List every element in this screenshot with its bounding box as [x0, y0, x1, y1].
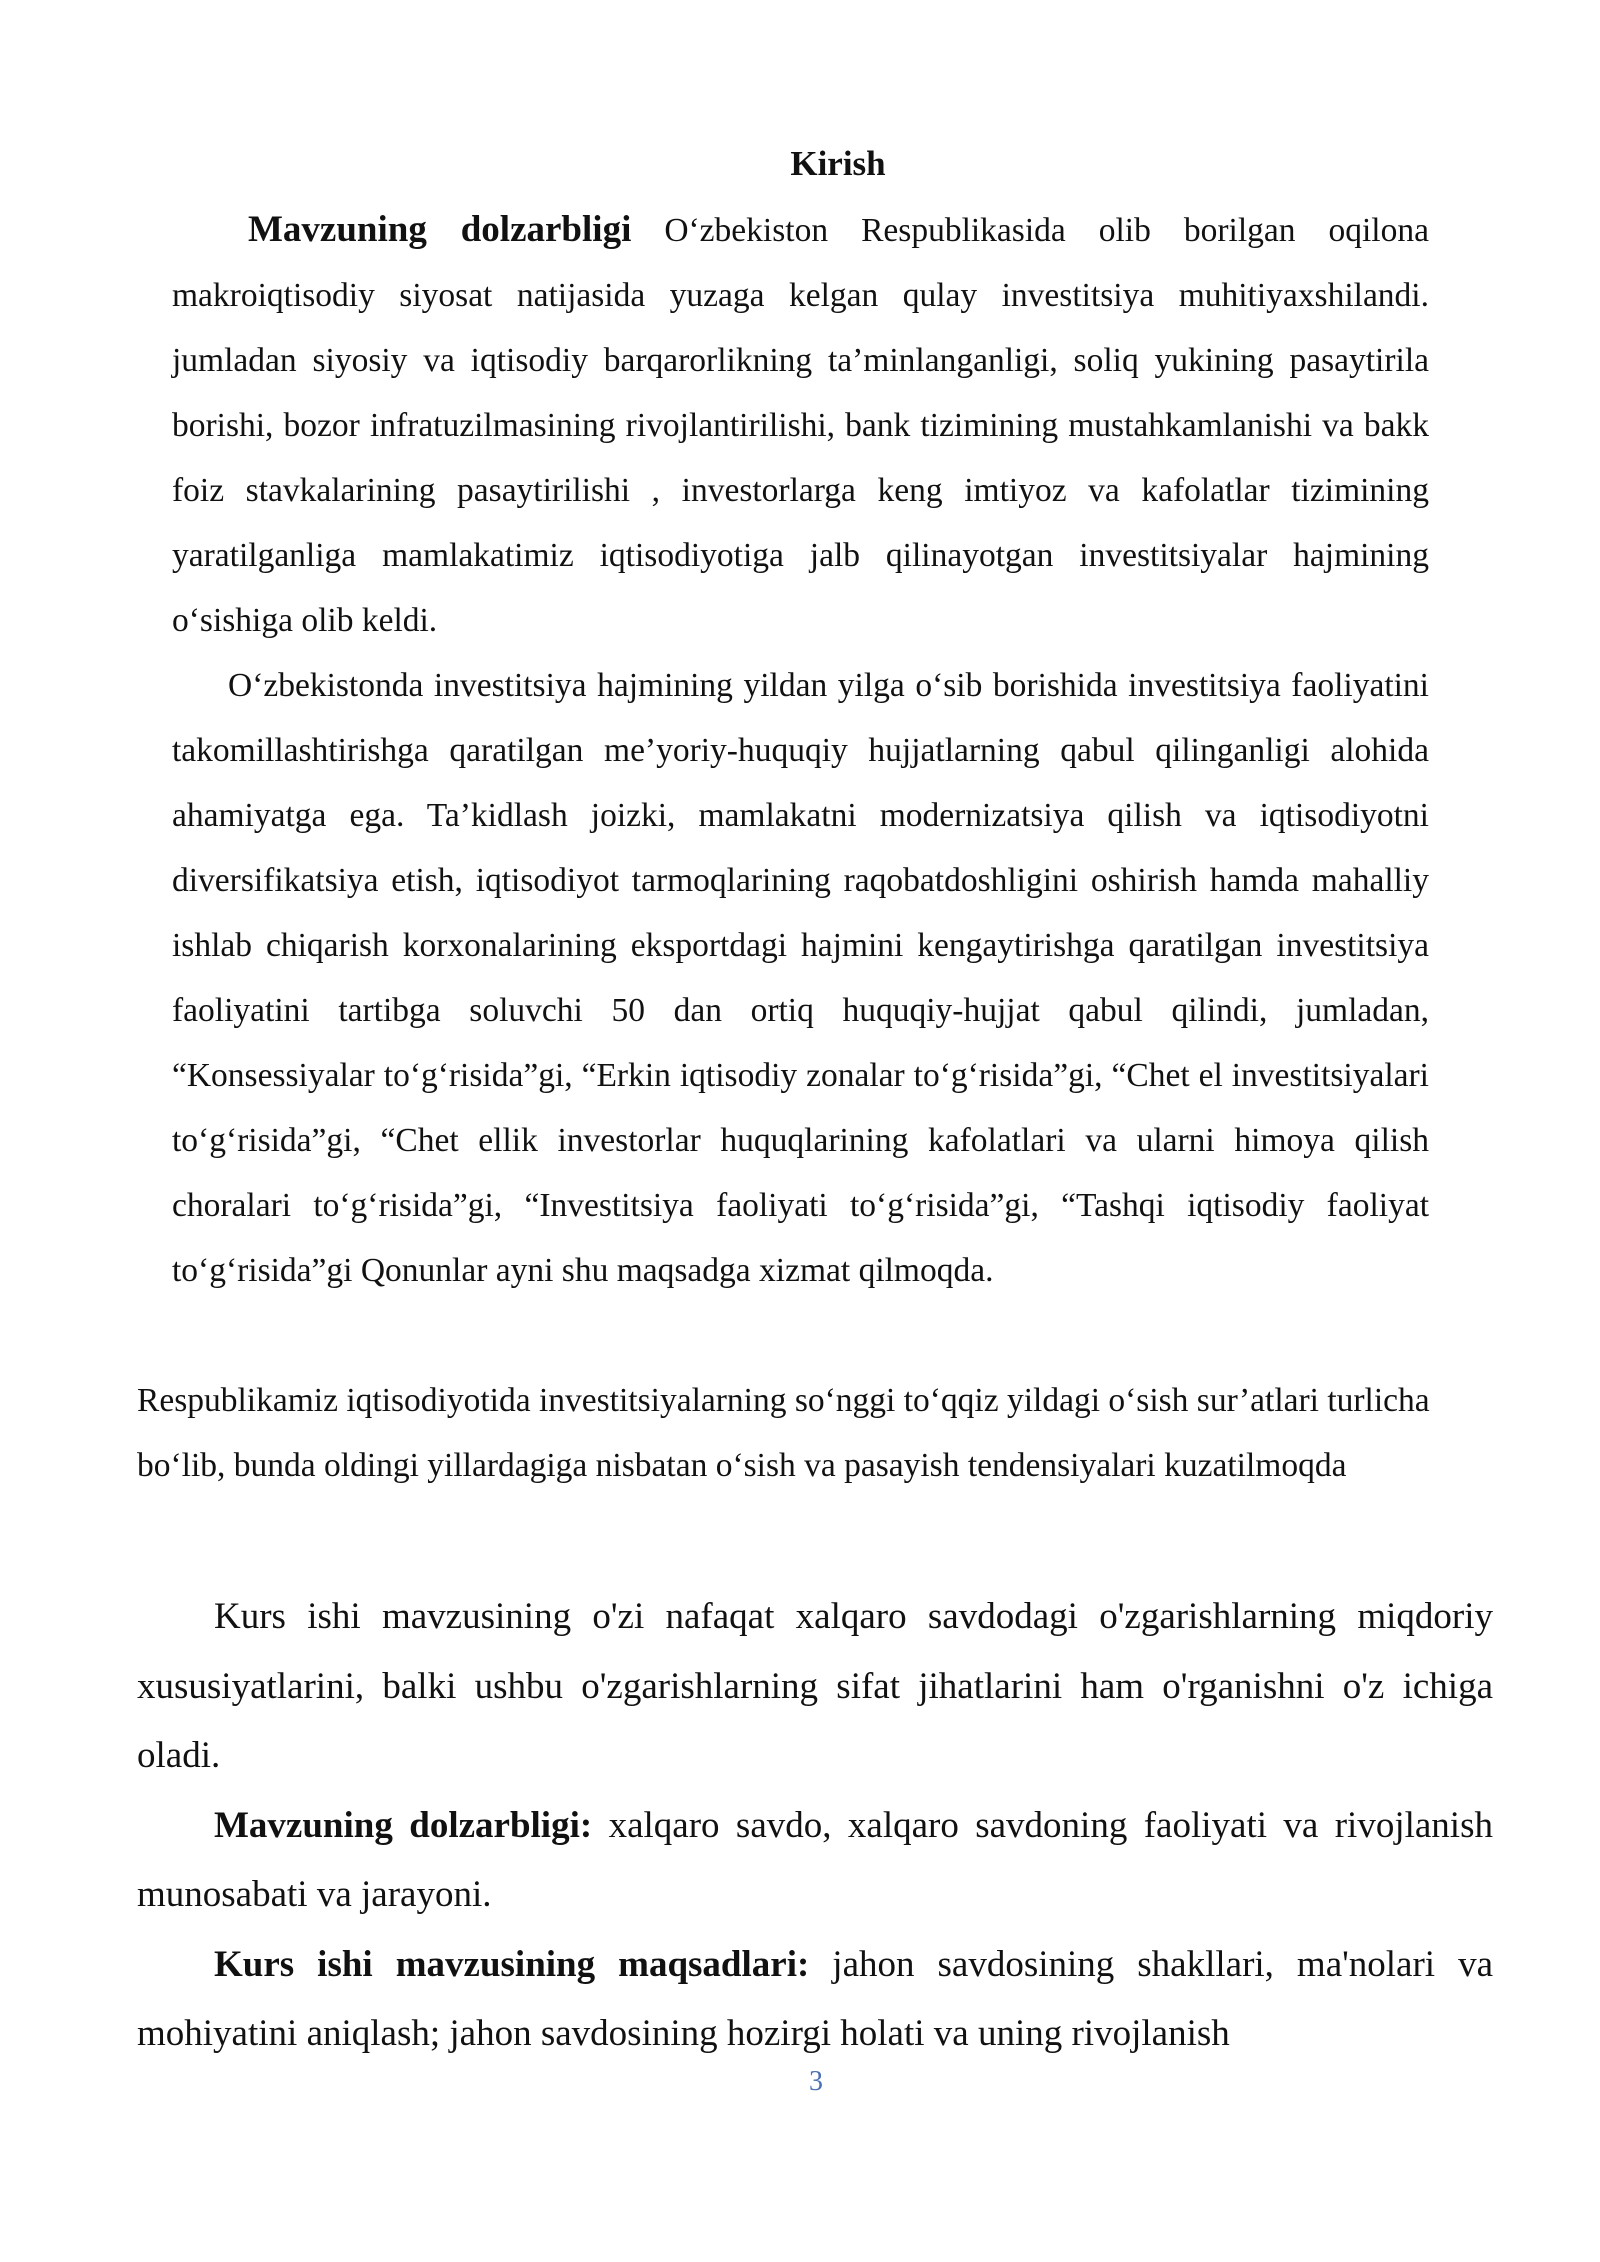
intro-section [172, 197, 1429, 1303]
goals-text: jahon savdosining shakllari, ma'nolari va mohiyatini aniqlash; jahon savdosining hozirgi holati va uning rivojlanish [137, 1943, 1493, 2054]
relevance-text: xalqaro savdo, xalqaro savdoning faoliyati va rivojlanish munosabati va jarayoni. [137, 1804, 1493, 1915]
relevance-paragraph [137, 1791, 1493, 1930]
goals-paragraph [137, 1930, 1493, 2069]
intro-lead: Mavzuning dolzarbligi [248, 209, 632, 250]
intro-paragraph [172, 197, 1429, 653]
page-title: Kirish [790, 144, 886, 183]
growth-paragraph: Respublikamiz iqtisodiyotida investitsiyalarning so‘nggi to‘qqiz yildagi o‘sish sur’atlari turlicha bo‘lib, bunda oldingi yillardagiga nisbatan o‘sish va pasayish tendensiyalari kuzatilmoqda [137, 1382, 1430, 1484]
course-scope-paragraph: Kurs ishi mavzusining o'zi nafaqat xalqaro savdodagi o'zgarishlarning miqdoriy xususiyatlarini, balki ushbu o'zgarishlarning sifat jihatlarini ham o'rganishni o'z ichiga oladi. [137, 1596, 1493, 1776]
course-section [137, 1582, 1493, 2069]
intro-text: O‘zbekiston Respublikasida olib borilgan oqilona makroiqtisodiy siyosat natijasida yuzaga kelgan qulay investitsiya muhitiyaxshilandi. jumladan siyosiy va iqtisodiy barqarorlikning ta’minlanganligi, soliq yukining pasaytirila borishi, bozor infratuzilmasining rivojlantirilishi, bank tizimining mustahkamlanishi va bakk foiz stavkalarining pasaytirilishi , investorlarga keng imtiyoz va kafolatlar tizimining yaratilganliga mamlakatimiz iqtisodiyotiga jalb qilinayotgan investitsiyalar hajmining o‘sishiga olib keldi. [172, 212, 1429, 639]
relevance-lead: Mavzuning dolzarbligi: [214, 1804, 593, 1846]
goals-lead: Kurs ishi mavzusining maqsadlari: [214, 1943, 810, 1985]
investment-paragraph: O‘zbekistonda investitsiya hajmining yildan yilga o‘sib borishida investitsiya faoliyatini takomillashtirishga qaratilgan me’yoriy-huquqiy hujjatlarning qabul qilinganligi alohida ahamiyatga ega. Ta’kidlash joizki, mamlakatni modernizatsiya qilish va iqtisodiyotni diversifikatsiya etish, iqtisodiyot tarmoqlarining raqobatdoshligini oshirish hamda mahalliy ishlab chiqarish korxonalarining eksportdagi hajmini kengaytirishga qaratilgan investitsiya faoliyatini tartibga soluvchi 50 dan ortiq huquqiy-hujjat qabul qilindi, jumladan, “Konsessiyalar to‘g‘risida”gi, “Erkin iqtisodiy zonalar to‘g‘risida”gi, “Chet el investitsiyalari to‘g‘risida”gi, “Chet ellik investorlar huquqlarining kafolatlari va ularni himoya qilish choralari to‘g‘risida”gi, “Investitsiya faoliyati to‘g‘risida”gi, “Tashqi iqtisodiy faoliyat to‘g‘risida”gi Qonunlar ayni shu maqsadga xizmat qilmoqda. [172, 667, 1429, 1289]
page-number: 3 [809, 2066, 823, 2097]
